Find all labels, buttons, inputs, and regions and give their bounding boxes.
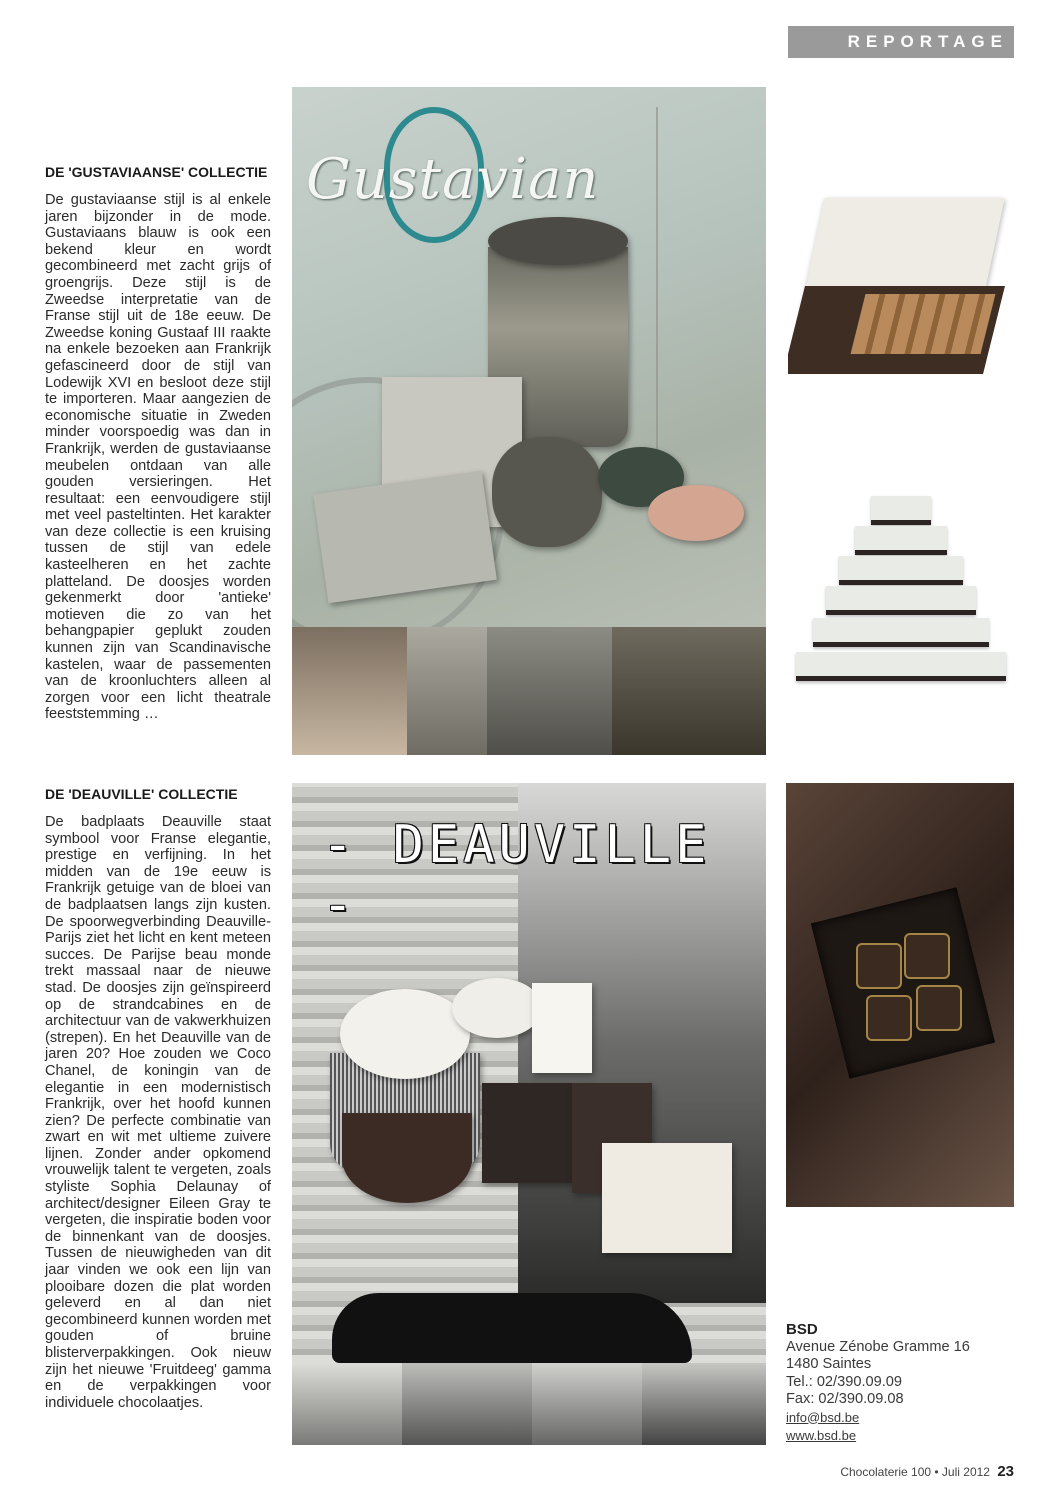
- company-name: BSD: [786, 1321, 818, 1338]
- stack-layer: [796, 652, 1006, 681]
- square-box-flat: [313, 471, 497, 604]
- thumbnail-villa: [532, 1363, 642, 1445]
- white-tall-box: [532, 983, 592, 1073]
- deauville-collage-title: - DEAUVILLE -: [322, 815, 711, 935]
- gustavian-article: [45, 164, 271, 723]
- deauville-article: [45, 786, 271, 1411]
- chocolate-piece: [904, 933, 950, 979]
- thumbnail-fashion: [402, 1363, 532, 1445]
- city-line: 1480 Saintes: [786, 1356, 872, 1372]
- gustavian-collage-title: Gustavian: [306, 147, 600, 212]
- white-oval-lid: [340, 989, 470, 1079]
- email-link[interactable]: info@bsd.be: [786, 1409, 860, 1425]
- chocolate-insert: [811, 887, 995, 1079]
- deauville-body: De badplaats Deauville staat symbool voor Franse elegantie, prestige en verfijning. In het midden van de 19e eeuw is Frankrijk getuige van de bloei van de badplaatsen langs zijn kusten. De spoorwegverbinding Deauville-Parijs ziet het licht en kent meteen succes. De Parijse beau monde trekt massaal naar de nieuwe stad. De doosjes zijn geïnspireerd op de strandcabines en de architectuur van de vakwerkhuizen (strepen). En het Deauville van de jaren 20? Hoe zouden we Coco Chanel, de koningin van de elegantie in een modernistisch Frankrijk, over het hoofd kunnen zien? De perfecte combinatie van zwart en wit met ultieme zuivere lijnen. Zonder ander opkomend vrouwelijk talent te vergeten, zoals styliste Sophia Delaunay of architect/designer Eileen Gray te vergeten, die inspiratie boden voor de binnenkant van de doosjes. Tussen de nieuwigheden van dit jaar vinden we ook een lijn van plooibare dozen die plat worden geleverd en al dan niet gecombineerd kunnen worden met gouden of bruine blisterverpakkingen. Ook nieuw zijn het nieuwe 'Fruitdeeg' gamma en de verpakkingen voor individuele chocolaatjes.: [45, 814, 271, 1411]
- chocolate-piece: [866, 995, 912, 1041]
- page-footer: [840, 1463, 1014, 1480]
- gustavian-body: De gustaviaanse stijl is al enkele jaren bijzonder in de mode. Gustaviaans blauw is ook een bekend kleur en wordt gecombineerd met zacht grijs of groengrijs. Deze stijl is de Zweedse interpretatie van de Franse stijl uit de 18e eeuw. De Zweedse koning Gustaaf III raakte na enkele bezoeken aan Frankrijk gefascineerd door de stijl van Lodewijk XVI en besloot deze stijl te importeren. Maar aangezien de economische situatie in Zweden minder voorspoedig was dan in Frankrijk, werden de gustaviaanse meubelen ontdaan van alle gouden versieringen. Het resultaat: een eenvoudigere stijl met veel pasteltinten. Het karakter van deze collectie is een kruising tussen de stijl van edele kasteelheren en het zachte platteland. De doosjes worden gekenmerkt door 'antieke' motieven die zo van het behangpapier geplukt zouden kunnen zijn van Scandinavische kastelen, waar de passementen van de kroonluchters alleen al zorgen voor een licht theatrale feeststemming …: [45, 192, 271, 723]
- vintage-car-silhouette: [332, 1293, 692, 1363]
- brown-round-base: [342, 1113, 472, 1203]
- address-line: Avenue Zénobe Gramme 16: [786, 1338, 970, 1355]
- fax-line: Fax: 02/390.09.08: [786, 1391, 904, 1407]
- oval-box-pink: [648, 485, 744, 541]
- thumbnail-shop: [642, 1363, 766, 1445]
- page-number: 23: [997, 1463, 1014, 1480]
- white-round-box: [452, 978, 542, 1038]
- gustavian-heading: DE 'GUSTAVIAANSE' COLLECTIE: [45, 164, 268, 180]
- brown-gift-box-photo: [786, 783, 1014, 1207]
- stack-layer: [813, 618, 989, 647]
- stack-layer: [839, 556, 963, 585]
- thumbnail-beach: [292, 1363, 402, 1445]
- stack-layer: [826, 586, 976, 615]
- cream-square-box: [602, 1143, 732, 1253]
- round-box-lid: [488, 217, 628, 265]
- website-link[interactable]: www.bsd.be: [786, 1428, 857, 1443]
- chocolate-row: [851, 294, 996, 354]
- section-tag: REPORTAGE: [788, 26, 1014, 58]
- stacked-boxes-photo: [788, 488, 1014, 700]
- thumbnail-clock: [292, 627, 407, 755]
- thumbnail-box-lid: [487, 627, 612, 755]
- chocolate-piece: [856, 943, 902, 989]
- deauville-heading: DE 'DEAUVILLE' COLLECTIE: [45, 786, 238, 802]
- oval-box-grey: [492, 437, 602, 547]
- phone-line: Tel.: 02/390.09.09: [786, 1373, 903, 1390]
- chocolate-piece: [916, 985, 962, 1031]
- gustavian-collage-image: [292, 87, 766, 755]
- stack-layer: [871, 496, 931, 525]
- stack-layer: [855, 526, 947, 555]
- thumbnail-staircase: [407, 627, 487, 755]
- thumbnail-chandelier: [612, 627, 766, 755]
- contact-block: [786, 1321, 1014, 1446]
- open-chocolate-box-photo: [788, 190, 1014, 390]
- deauville-collage-image: [292, 783, 766, 1445]
- publication-info: Chocolaterie 100 • Juli 2012: [840, 1465, 990, 1479]
- dark-square-box: [482, 1083, 572, 1183]
